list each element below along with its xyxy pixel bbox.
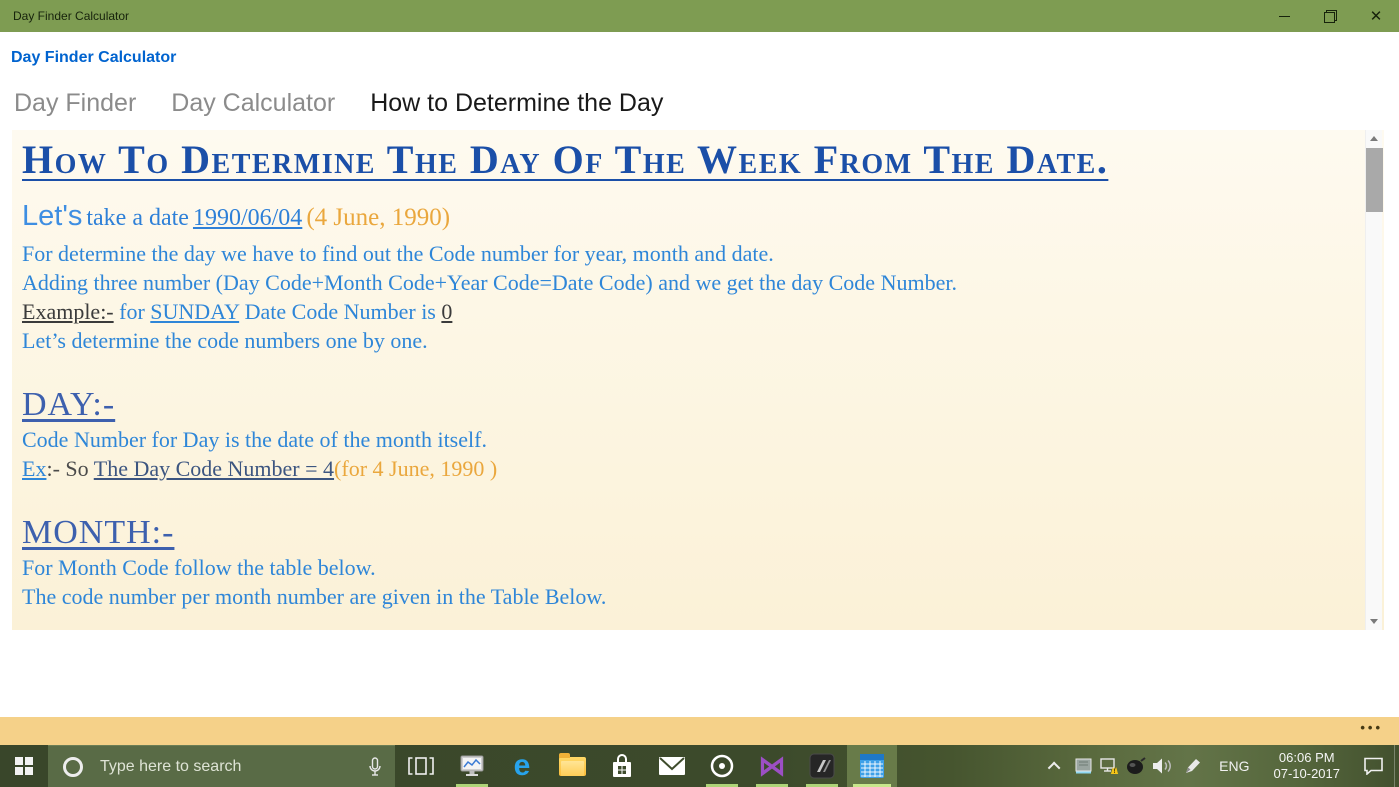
network-warning-icon bbox=[1100, 758, 1120, 775]
task-view-icon bbox=[408, 756, 434, 776]
minimize-button[interactable] bbox=[1261, 0, 1307, 32]
language-label: ENG bbox=[1219, 758, 1250, 774]
clock-date: 07-10-2017 bbox=[1273, 766, 1340, 781]
tray-pointer-device[interactable] bbox=[1123, 745, 1149, 787]
example-line bbox=[22, 297, 1344, 326]
clock-time: 06:06 PM bbox=[1278, 750, 1335, 765]
tray-pen[interactable] bbox=[1177, 745, 1207, 787]
search-placeholder: Type here to search bbox=[100, 757, 242, 775]
content-panel bbox=[12, 130, 1384, 630]
taskbar-app-file-explorer[interactable] bbox=[547, 745, 597, 787]
task-view-button[interactable] bbox=[395, 745, 447, 787]
example-text: Date Code Number is bbox=[244, 299, 436, 324]
tab-day-calculator[interactable]: Day Calculator bbox=[171, 89, 336, 117]
mail-icon bbox=[659, 757, 685, 775]
tab-how-to-determine[interactable]: How to Determine the Day bbox=[370, 89, 664, 117]
day-section-heading: DAY:- bbox=[22, 386, 116, 423]
media-app-icon bbox=[809, 753, 835, 779]
svg-text:!: ! bbox=[1113, 768, 1116, 775]
article bbox=[12, 130, 1384, 611]
window-title: Day Finder Calculator bbox=[13, 9, 130, 23]
show-desktop-button[interactable] bbox=[1394, 745, 1399, 787]
taskbar-app-groove[interactable] bbox=[697, 745, 747, 787]
day-finder-calculator-icon bbox=[859, 753, 885, 779]
intro-paragraph bbox=[22, 239, 1344, 355]
pivot-nav bbox=[14, 89, 663, 118]
taskbar-app-visual-studio[interactable] bbox=[747, 745, 797, 787]
groove-music-icon bbox=[709, 753, 735, 779]
scroll-up-arrow-icon[interactable] bbox=[1370, 136, 1378, 141]
example-label: Example:- bbox=[22, 299, 114, 324]
paragraph-line: For determine the day we have to find out the Code number for year, month and date. bbox=[22, 241, 774, 266]
tab-day-finder[interactable]: Day Finder bbox=[14, 89, 137, 117]
close-icon: ✕ bbox=[1369, 7, 1383, 25]
file-explorer-icon bbox=[559, 757, 586, 776]
sunday-text: SUNDAY bbox=[150, 299, 240, 324]
action-center-icon bbox=[1363, 757, 1384, 775]
tablet-mode-icon bbox=[1075, 758, 1092, 774]
paragraph-line: Adding three number (Day Code+Month Code+Year Code=Date Code) and we get the day Code Number. bbox=[22, 270, 957, 295]
start-button[interactable] bbox=[0, 745, 48, 787]
taskbar-app-edge[interactable] bbox=[497, 745, 547, 787]
taskbar bbox=[0, 745, 1399, 787]
pointer-device-icon bbox=[1126, 757, 1146, 775]
taskbar-app-media[interactable] bbox=[797, 745, 847, 787]
date-note: (4 June, 1990) bbox=[306, 204, 451, 231]
day-section-line: Code Number for Day is the date of the month itself. bbox=[22, 427, 487, 452]
tray-clock[interactable] bbox=[1262, 745, 1353, 787]
action-center-button[interactable] bbox=[1352, 745, 1394, 787]
taskbar-app-monitor[interactable] bbox=[447, 745, 497, 787]
intro-lead: Let's bbox=[22, 200, 83, 232]
microphone-icon[interactable] bbox=[368, 757, 382, 777]
tray-network[interactable] bbox=[1097, 745, 1123, 787]
chevron-up-icon bbox=[1047, 761, 1060, 774]
window-titlebar bbox=[0, 0, 1399, 32]
speaker-icon bbox=[1153, 758, 1174, 774]
taskbar-app-mail[interactable] bbox=[647, 745, 697, 787]
visual-studio-icon: ⋈ bbox=[758, 750, 786, 781]
day-example-line bbox=[22, 454, 1344, 483]
date-link: 1990/06/04 bbox=[192, 205, 303, 231]
ex-label: Ex bbox=[22, 456, 47, 481]
zero-text: 0 bbox=[441, 299, 453, 324]
intro-text: take a date bbox=[86, 205, 189, 231]
cortana-icon bbox=[63, 757, 83, 777]
example-text: for bbox=[119, 299, 145, 324]
minimize-icon bbox=[1279, 16, 1290, 17]
month-section-heading: MONTH:- bbox=[22, 514, 175, 551]
month-section-line: The code number per month number are given in the Table Below. bbox=[22, 584, 607, 609]
window-controls bbox=[1261, 0, 1399, 32]
ex-mid: :- So bbox=[46, 456, 89, 481]
taskbar-search[interactable] bbox=[48, 745, 395, 787]
taskbar-app-store[interactable] bbox=[597, 745, 647, 787]
article-headline: How To Determine The Day Of The Week From The Date. bbox=[22, 137, 1109, 182]
scroll-down-arrow-icon[interactable] bbox=[1370, 619, 1378, 624]
month-section-line: For Month Code follow the table below. bbox=[22, 555, 376, 580]
windows-logo-icon bbox=[15, 757, 33, 775]
paragraph-line: Let’s determine the code numbers one by one. bbox=[22, 328, 428, 353]
system-tray bbox=[1040, 745, 1399, 787]
tray-language[interactable] bbox=[1207, 745, 1261, 787]
scrollbar-thumb[interactable] bbox=[1366, 148, 1383, 212]
vertical-scrollbar[interactable] bbox=[1365, 130, 1382, 630]
tray-tablet-mode[interactable] bbox=[1070, 745, 1097, 787]
tray-volume[interactable] bbox=[1149, 745, 1177, 787]
tray-overflow-button[interactable] bbox=[1040, 745, 1070, 787]
edge-icon: e bbox=[513, 749, 531, 782]
restore-button[interactable] bbox=[1307, 0, 1353, 32]
monitor-app-icon bbox=[460, 755, 485, 777]
ex-main: The Day Code Number = 4 bbox=[93, 456, 335, 481]
restore-icon bbox=[1324, 10, 1337, 23]
close-button[interactable] bbox=[1353, 0, 1399, 32]
intro-line bbox=[22, 200, 1344, 233]
store-icon bbox=[611, 754, 633, 779]
app-title: Day Finder Calculator bbox=[11, 49, 177, 66]
app-command-bar bbox=[0, 717, 1399, 745]
ex-note: (for 4 June, 1990 ) bbox=[334, 456, 498, 481]
pen-icon bbox=[1183, 757, 1202, 775]
more-button[interactable]: ••• bbox=[1360, 720, 1383, 735]
taskbar-app-day-finder[interactable] bbox=[847, 745, 897, 787]
